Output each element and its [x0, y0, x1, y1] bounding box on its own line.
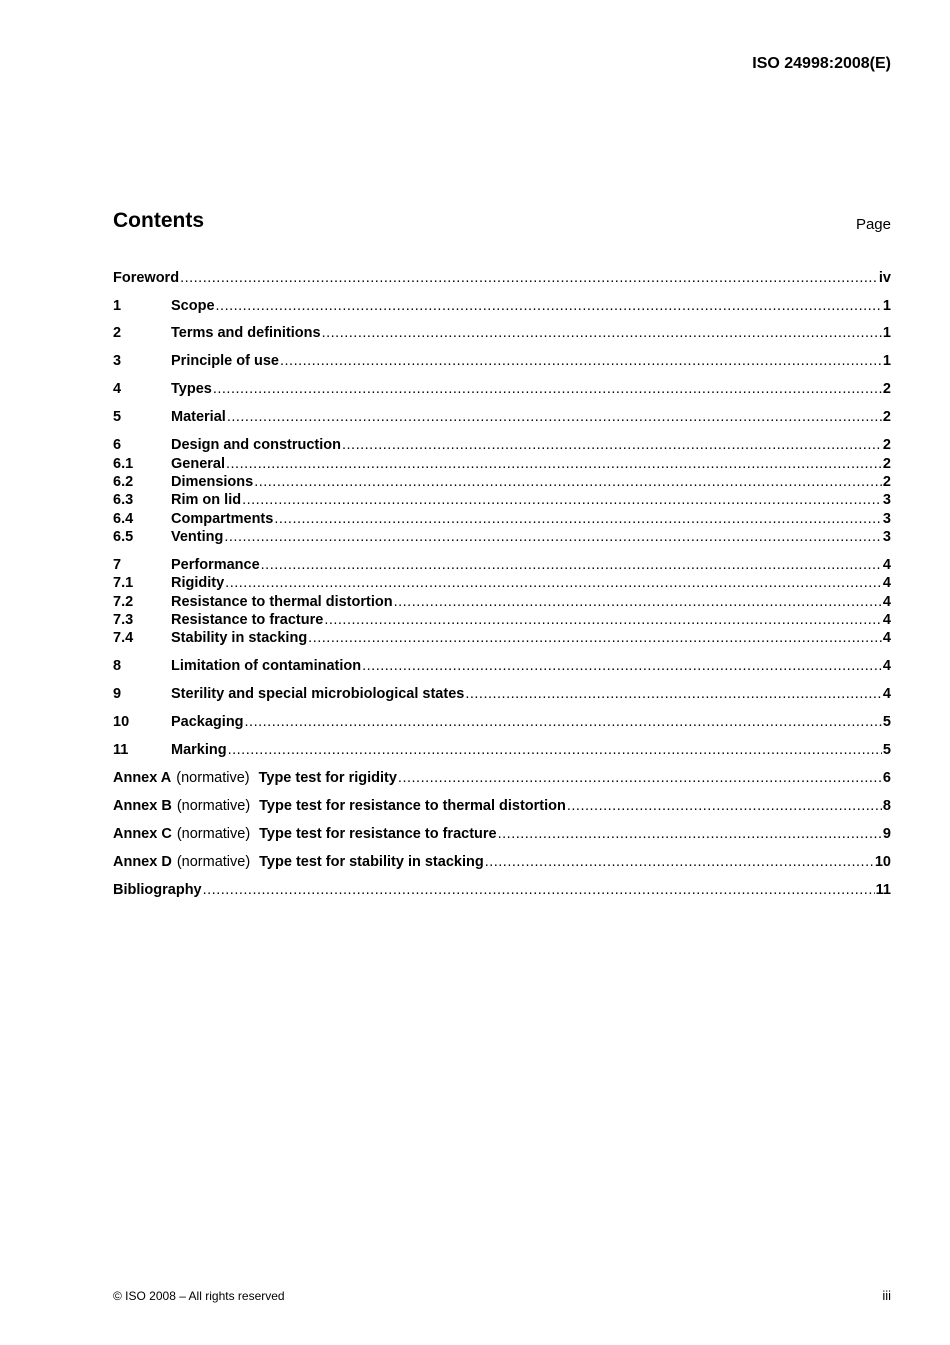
dot-leader [324, 612, 882, 628]
toc-entry[interactable] [113, 575, 891, 593]
toc-entry-page: 11 [875, 882, 891, 898]
toc-entry-number: 6.5 [113, 529, 134, 545]
toc-entry[interactable] [113, 456, 891, 474]
dot-leader [254, 474, 882, 490]
toc-entry-page: 4 [882, 630, 891, 646]
toc-entry-page: 2 [882, 456, 891, 472]
toc-entry[interactable] [113, 742, 891, 760]
toc-entry-page: 4 [882, 612, 891, 628]
toc-entry-title: Design and construction [171, 437, 341, 453]
toc-entry[interactable] [113, 325, 891, 343]
toc-entry[interactable] [113, 714, 891, 732]
toc-entry-title: Performance [171, 557, 260, 573]
toc-entry-number: 6.4 [113, 511, 134, 527]
toc-entry[interactable] [113, 381, 891, 399]
toc-entry-page: 3 [882, 511, 891, 527]
toc-annex-entry[interactable] [113, 826, 891, 844]
toc-entry-title: Scope [171, 298, 215, 314]
toc-entry-title: Dimensions [171, 474, 254, 490]
toc-entry-page: 5 [882, 742, 891, 758]
toc-entry-title: Sterility and special microbiological states [171, 686, 465, 702]
toc-entry[interactable] [113, 594, 891, 612]
toc-entry[interactable] [113, 298, 891, 316]
toc-entry-number: 6.3 [113, 492, 134, 508]
toc-annex-entry[interactable] [113, 854, 891, 872]
toc-entry-title: Resistance to thermal distortion [171, 594, 393, 610]
toc-entry[interactable] [113, 529, 891, 547]
toc-entry-title: Terms and definitions [171, 325, 321, 341]
toc-entry-page: 4 [882, 557, 891, 573]
toc-entry-title: Marking [171, 742, 227, 758]
dot-leader [485, 854, 874, 870]
dot-leader [308, 630, 882, 646]
toc-entry-title: Venting [171, 529, 224, 545]
dot-leader [216, 298, 882, 314]
toc-entry-title: Rim on lid [171, 492, 242, 508]
toc-entry-page: 6 [882, 770, 891, 786]
toc-entry-page: 2 [882, 437, 891, 453]
toc-entry[interactable] [113, 474, 891, 492]
dot-leader [245, 714, 882, 730]
footer-copyright: © ISO 2008 – All rights reserved [113, 1289, 285, 1303]
toc-entry-number: 1 [113, 298, 122, 314]
toc-entry-number: 6 [113, 437, 122, 453]
toc-entry-page: 1 [882, 298, 891, 314]
toc-entry[interactable] [113, 612, 891, 630]
toc-entry-page: 4 [882, 575, 891, 591]
dot-leader [322, 325, 882, 341]
dot-leader [394, 594, 882, 610]
toc-annex-entry[interactable] [113, 798, 891, 816]
annex-kind: (normative) [176, 770, 250, 786]
toc-entry-page: 3 [882, 529, 891, 545]
toc-entry-number: 7.2 [113, 594, 134, 610]
toc-entry[interactable] [113, 353, 891, 371]
annex-label: Annex B [113, 798, 172, 814]
toc-entry-title: Types [171, 381, 212, 397]
toc-entry-page: 4 [882, 658, 891, 674]
toc-entry-title: Resistance to fracture [171, 612, 324, 628]
toc-entry[interactable] [113, 630, 891, 648]
dot-leader [342, 437, 882, 453]
toc-entry-number: 7.3 [113, 612, 134, 628]
toc-entry[interactable] [113, 557, 891, 575]
toc-entry-page: 2 [882, 381, 891, 397]
toc-entry-title: Type test for resistance to thermal distortion [259, 798, 566, 814]
dot-leader [567, 798, 882, 814]
toc-annex-entry[interactable] [113, 770, 891, 788]
dot-leader [362, 658, 882, 674]
toc-entry-title: Limitation of contamination [171, 658, 362, 674]
annex-label: Annex C [113, 826, 172, 842]
toc-entry-title: Material [171, 409, 226, 425]
toc-entry-title: Compartments [171, 511, 274, 527]
toc-entry-bibliography[interactable] [113, 882, 891, 900]
dot-leader [213, 381, 882, 397]
toc-entry-page: 8 [882, 798, 891, 814]
annex-kind: (normative) [176, 826, 251, 842]
annex-kind: (normative) [176, 798, 251, 814]
toc-entry-title: Principle of use [171, 353, 279, 369]
annex-label: Annex D [113, 854, 172, 870]
toc-entry-number: 6.2 [113, 474, 134, 490]
toc-entry-page: 9 [882, 826, 891, 842]
toc-entry-foreword[interactable] [113, 270, 891, 288]
toc-entry-number: 6.1 [113, 456, 134, 472]
toc-entry-title: Rigidity [171, 575, 225, 591]
toc-entry-title: Packaging [171, 714, 244, 730]
dot-leader [228, 742, 882, 758]
toc-entry-title: Type test for stability in stacking [259, 854, 484, 870]
toc-entry[interactable] [113, 686, 891, 704]
toc-entry-page: iv [878, 270, 891, 286]
dot-leader [280, 353, 882, 369]
dot-leader [225, 575, 882, 591]
toc-entry-title: Type test for resistance to fracture [259, 826, 497, 842]
toc-entry-title: Type test for rigidity [258, 770, 397, 786]
toc-entry-number: 7.1 [113, 575, 134, 591]
toc-entry-number: 7.4 [113, 630, 134, 646]
toc-entry-number: 8 [113, 658, 122, 674]
dot-leader [498, 826, 882, 842]
toc-entry-number: 3 [113, 353, 122, 369]
annex-label: Annex A [113, 770, 172, 786]
page-column-label: Page [855, 216, 891, 233]
toc-entry-number: 2 [113, 325, 122, 341]
toc-entry-number: 5 [113, 409, 122, 425]
contents-title: Contents [113, 209, 204, 232]
toc-entry-page: 5 [882, 714, 891, 730]
dot-leader [226, 456, 882, 472]
toc-entry-page: 10 [874, 854, 891, 870]
toc-entry[interactable] [113, 409, 891, 427]
toc-entry[interactable] [113, 492, 891, 510]
toc-entry-number: 9 [113, 686, 122, 702]
toc-entry-number: 10 [113, 714, 130, 730]
dot-leader [224, 529, 882, 545]
toc-entry-title: Foreword [113, 270, 180, 286]
toc-entry-title: Bibliography [113, 882, 202, 898]
toc-entry[interactable] [113, 511, 891, 529]
footer-page-number: iii [882, 1288, 891, 1303]
toc-entry-title: Stability in stacking [171, 630, 308, 646]
dot-leader [242, 492, 882, 508]
toc-entry-page: 4 [882, 594, 891, 610]
dot-leader [398, 770, 882, 786]
annex-kind: (normative) [176, 854, 251, 870]
dot-leader [227, 409, 882, 425]
toc-entry[interactable] [113, 437, 891, 455]
dot-leader [261, 557, 882, 573]
toc-entry-title: General [171, 456, 225, 472]
toc-entry[interactable] [113, 658, 891, 676]
toc-entry-number: 7 [113, 557, 122, 573]
dot-leader [180, 270, 878, 286]
toc-entry-number: 4 [113, 381, 122, 397]
toc-entry-page: 1 [882, 353, 891, 369]
dot-leader [203, 882, 875, 898]
toc-entry-number: 11 [113, 742, 129, 758]
dot-leader [465, 686, 882, 702]
toc-entry-page: 3 [882, 492, 891, 508]
toc-entry-page: 2 [882, 474, 891, 490]
toc-entry-page: 4 [882, 686, 891, 702]
document-code: ISO 24998:2008(E) [752, 55, 891, 72]
toc-entry-page: 2 [882, 409, 891, 425]
toc-entry-page: 1 [882, 325, 891, 341]
dot-leader [274, 511, 882, 527]
